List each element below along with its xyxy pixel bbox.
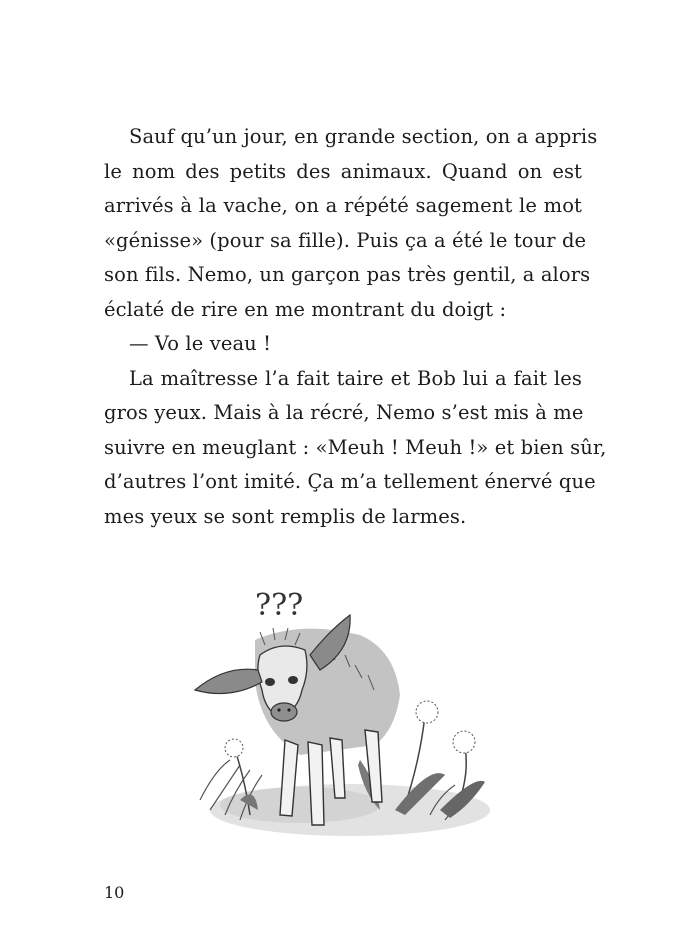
body-text [104,120,607,534]
paragraph-3-line-2: gros yeux. Mais à la récré, Nemo s’est mis à me [104,401,584,424]
paragraph-3-line-1: La maîtresse l’a fait taire et Bob lui a fait les [129,366,582,390]
paragraph-3-line-5: mes yeux se sont remplis de larmes. [104,504,467,528]
paragraph-1-line-2: le nom des petits des animaux. Quand on est [104,159,582,183]
paragraph-1-line-6: éclaté de rire en me montrant du doigt : [104,297,507,321]
paragraph-1-line-3: arrivés à la vache, on a répété sagement le mot [104,194,582,217]
paragraph-1-line-5: son fils. Nemo, un garçon pas très gentil, a alors [104,263,591,286]
dialogue-line: — Vo le veau ! [129,332,272,355]
question-marks: ??? [255,588,304,623]
paragraph-1-line-1: Sauf qu’un jour, en grande section, on a appris [129,125,598,148]
paragraph-3-line-4: d’autres l’ont imité. Ça m’a tellement énervé que [104,470,596,493]
page-number: 10 [104,883,125,902]
paragraph-3-line-3: suivre en meuglant : «Meuh ! Meuh !» et bien sûr, [104,435,607,459]
paragraph-1-line-4: «génisse» (pour sa fille). Puis ça a été le tour de [104,228,587,252]
calf-illustration [180,570,500,850]
